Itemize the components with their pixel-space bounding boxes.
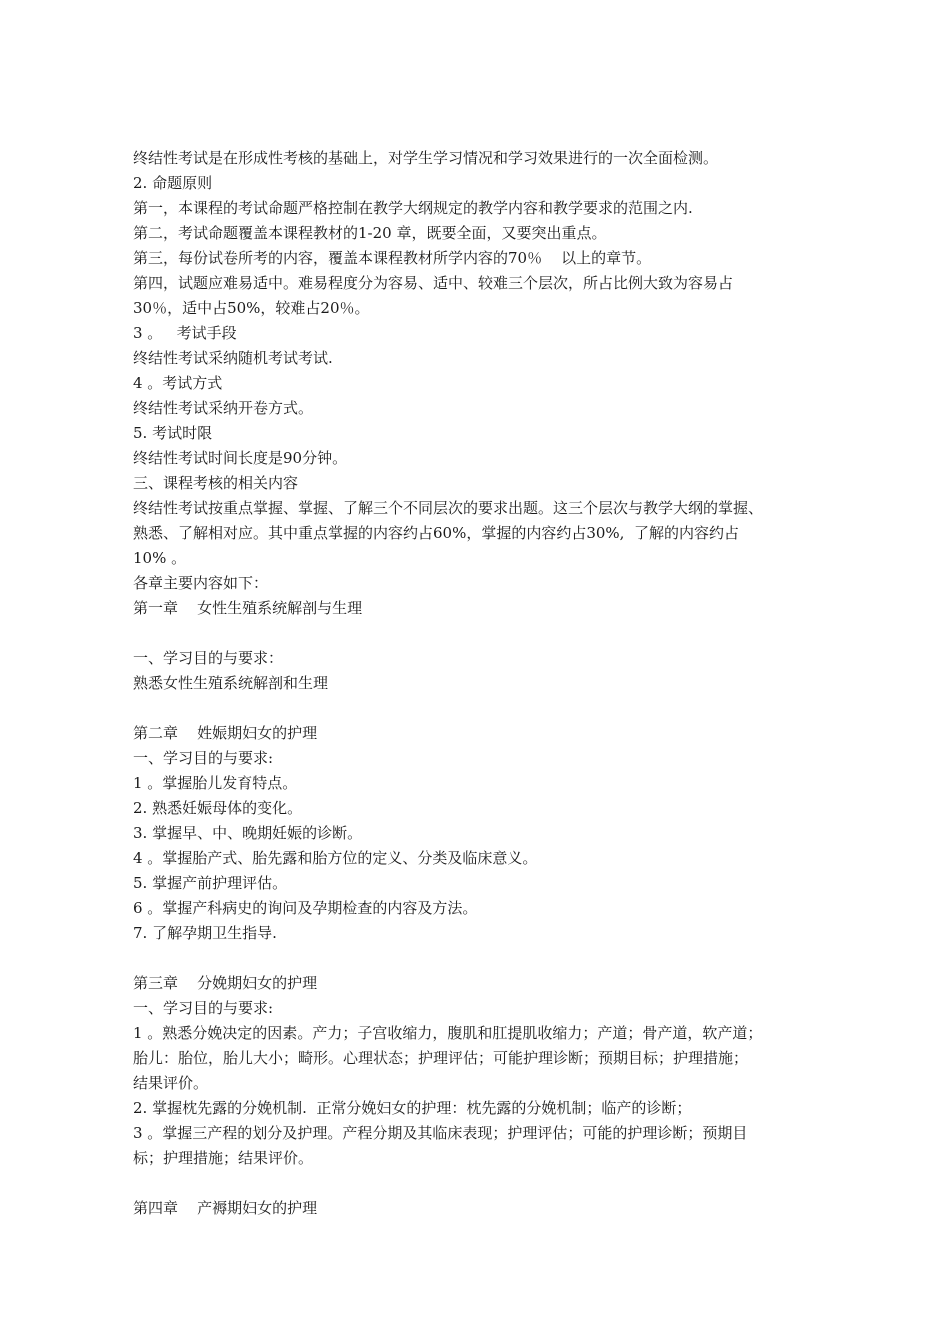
text-line: 3. 掌握早、中、晚期妊娠的诊断。 — [133, 824, 363, 842]
blank-line — [133, 696, 833, 721]
text-line: 4 。考试方式 — [133, 374, 223, 392]
text-line: 熟悉、了解相对应。其中重点掌握的内容约占60%，掌握的内容约占30%, 了解的内容约占 — [133, 524, 739, 542]
text-line: 3 。掌握三产程的划分及护理。产程分期及其临床表现；护理评估；可能的护理诊断；预期目 — [133, 1124, 748, 1142]
text-line: 5. 掌握产前护理评估。 — [133, 874, 288, 892]
text-line: 终结性考试按重点掌握、掌握、了解三个不同层次的要求出题。这三个层次与教学大纲的掌握、 — [133, 499, 764, 517]
text-line: 胎儿：胎位，胎儿大小；畸形。心理状态；护理评估；可能护理诊断；预期目标；护理措施； — [133, 1049, 749, 1067]
text-line: 2. 命题原则 — [133, 174, 213, 192]
text-line: 终结性考试是在形成性考核的基础上，对学生学习情况和学习效果进行的一次全面检测。 — [133, 149, 719, 167]
text-line: 6 。掌握产科病史的询问及孕期检查的内容及方法。 — [133, 899, 478, 917]
text-line: 7. 了解孕期卫生指导. — [133, 924, 277, 942]
text-line: 第一，本课程的考试命题严格控制在教学大纲规定的教学内容和教学要求的范围之内. — [133, 199, 693, 217]
text-line: 第一章 女性生殖系统解剖与生理 — [133, 599, 363, 617]
text-line: 熟悉女性生殖系统解剖和生理 — [133, 674, 329, 692]
text-line: 4 。掌握胎产式、胎先露和胎方位的定义、分类及临床意义。 — [133, 849, 538, 867]
text-line: 三、课程考核的相关内容 — [133, 474, 299, 492]
text-line: 终结性考试采纳开卷方式。 — [133, 399, 314, 417]
text-line: 第三章 分娩期妇女的护理 — [133, 974, 318, 992]
blank-line — [133, 1171, 833, 1196]
text-line: 结果评价。 — [133, 1074, 209, 1092]
text-line: 终结性考试采纳随机考试考试. — [133, 349, 333, 367]
text-line: 一、学习目的与要求： — [133, 649, 284, 667]
text-line: 2. 熟悉妊娠母体的变化。 — [133, 799, 303, 817]
text-line: 各章主要内容如下： — [133, 574, 269, 592]
text-line: 第四，试题应难易适中。难易程度分为容易、适中、较难三个层次，所占比例大致为容易占 — [133, 274, 734, 292]
text-line: 1 。掌握胎儿发育特点。 — [133, 774, 298, 792]
document-body — [133, 146, 833, 1221]
text-line: 一、学习目的与要求: — [133, 749, 274, 767]
blank-line — [133, 621, 833, 646]
text-line: 第三，每份试卷所考的内容，覆盖本课程教材所学内容的70％ 以上的章节。 — [133, 249, 652, 267]
text-line: 5. 考试时限 — [133, 424, 213, 442]
text-line: 第二，考试命题覆盖本课程教材的1-20 章，既要全面，又要突出重点。 — [133, 224, 607, 242]
text-line: 10% 。 — [133, 549, 187, 567]
text-line: 标；护理措施；结果评价。 — [133, 1149, 314, 1167]
blank-line — [133, 946, 833, 971]
text-line: 1 。熟悉分娩决定的因素。产力；子宫收缩力，腹肌和肛提肌收缩力；产道；骨产道，软产道； — [133, 1024, 763, 1042]
text-line: 30％，适中占50%，较难占20％。 — [133, 299, 370, 317]
text-line: 第四章 产褥期妇女的护理 — [133, 1199, 318, 1217]
text-line: 3 。 考试手段 — [133, 324, 237, 342]
text-line: 第二章 姓娠期妇女的护理 — [133, 724, 318, 742]
text-line: 2. 掌握枕先露的分娩机制. 正常分娩妇女的护理：枕先露的分娩机制；临产的诊断； — [133, 1099, 692, 1117]
text-line: 一、学习目的与要求: — [133, 999, 274, 1017]
text-line: 终结性考试时间长度是90分钟。 — [133, 449, 348, 467]
